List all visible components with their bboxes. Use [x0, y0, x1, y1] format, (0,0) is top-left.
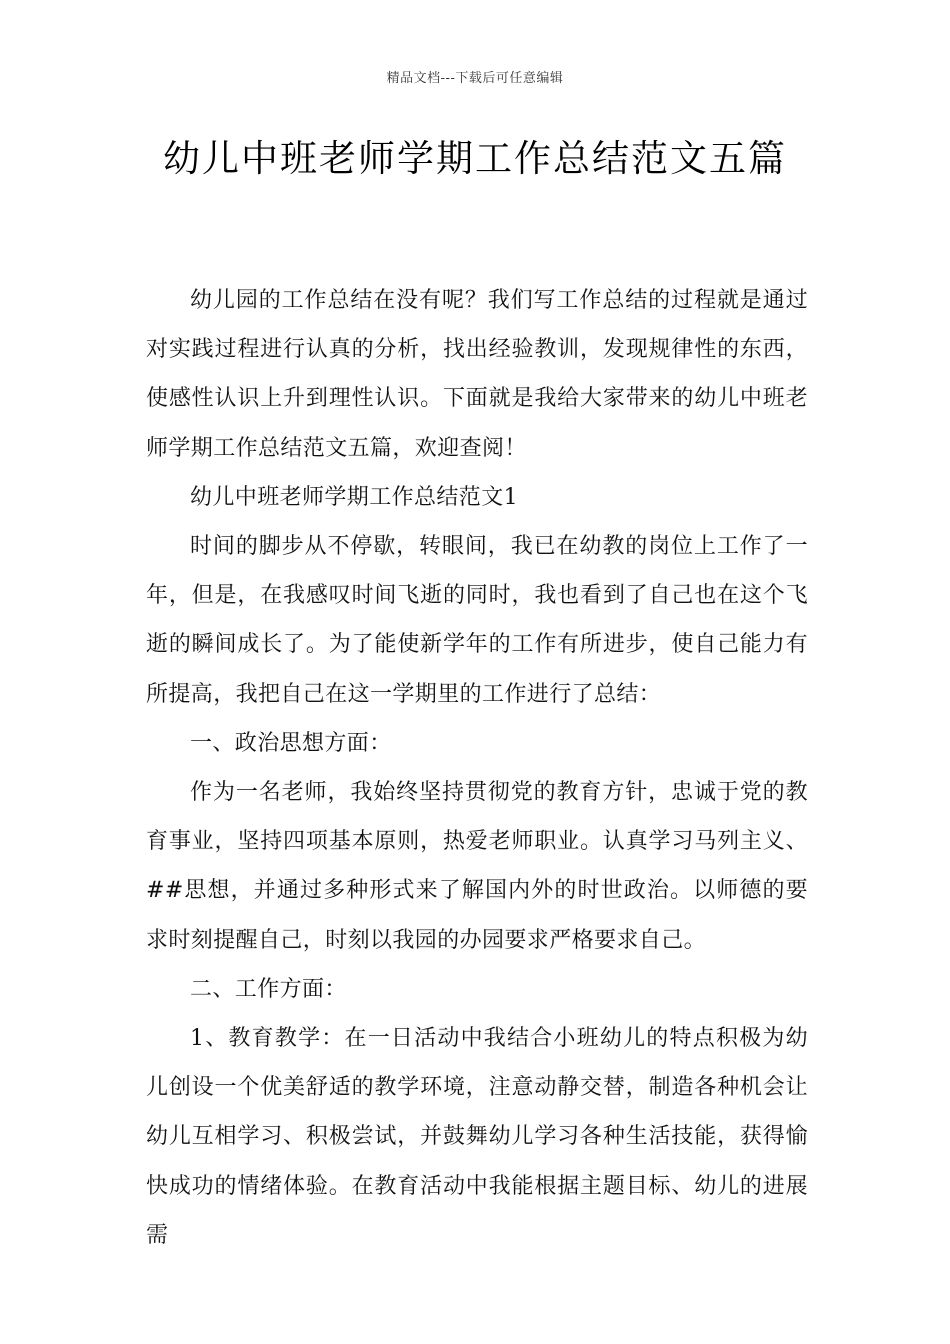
document-title: 幼儿中班老师学期工作总结范文五篇: [163, 137, 787, 180]
header-note: 精品文档---下载后可任意编辑: [386, 71, 564, 86]
section-heading-sample-1: 幼儿中班老师学期工作总结范文1: [190, 484, 518, 510]
body-paragraph: 1、教育教学：在一日活动中我结合小班幼儿的特点积极为幼儿创设一个优美舒适的教学环境，注意动静交替，制造各种机会让幼儿互相学习、积极尝试，并鼓舞幼儿学习各种生活技能，获得愉快成功的情绪体验。在教育活动中我能根据主题目标、幼儿的进展需: [146, 1026, 808, 1248]
section-heading-work: 二、工作方面：: [190, 976, 347, 1002]
body-paragraph: 作为一名老师，我始终坚持贯彻党的教育方针，忠诚于党的教育事业，坚持四项基本原则，热爱老师职业。认真学习马列主义、##思想，并通过多种形式来了解国内外的时世政治。以师德的要求时刻提醒自己，时刻以我园的办园要求严格要求自己。: [146, 780, 808, 953]
body-paragraph: 时间的脚步从不停歇，转眼间，我已在幼教的岗位上工作了一年，但是，在我感叹时间飞逝的同时，我也看到了自己也在这个飞逝的瞬间成长了。为了能使新学年的工作有所进步，使自己能力有所提高，我把自己在这一学期里的工作进行了总结：: [146, 534, 808, 707]
intro-paragraph: 幼儿园的工作总结在没有呢？我们写工作总结的过程就是通过对实践过程进行认真的分析，找出经验教训，发现规律性的东西，使感性认识上升到理性认识。下面就是我给大家带来的幼儿中班老师学期工作总结范文五篇，欢迎查阅！: [146, 288, 808, 461]
section-heading-politics: 一、政治思想方面：: [190, 730, 392, 756]
document-body: [146, 276, 808, 1260]
